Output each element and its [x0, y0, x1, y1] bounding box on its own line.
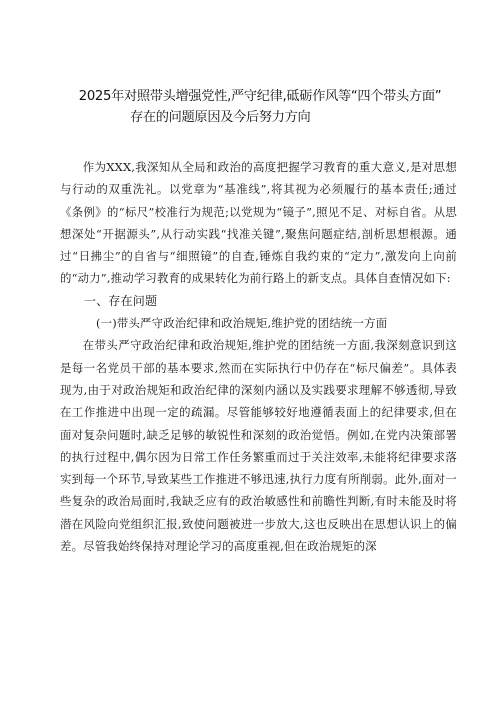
body-paragraph: 在带头严守政治纪律和政治规矩,维护党的团结统一方面,我深刻意识到这是每一名党员干部的基本要求,然而在实际执行中仍存在“标尺偏差”。具体表现为,由于对政治规矩和政治纪律的深刻内涵以及实践要求理解不够透彻,导致在工作推进中出现一定的疏漏。尽管能够较好地遵循表面上的纪律要求,但在面对复杂问题时,缺乏足够的敏锐性和深刻的政治觉悟。例如,在党内决策部署的执行过程中,偶尔因为日常工作任务繁重而过于关注效率,未能将纪律要求落实到每一个环节,导致某些工作推进不够迅速,执行力度有所削弱。此外,面对一些复杂的政治局面时,我缺乏应有的政治敏感性和前瞻性判断,有时未能及时将潜在风险向党组织汇报,致使问题被进一步放大,这也反映出在思想认识上的偏差。尽管我始终保持对理论学习的高度重视,但在政治规矩的深	[60, 338, 457, 554]
document-body	[60, 156, 457, 557]
document-title	[60, 86, 460, 128]
subsection-heading-political-discipline: (一)带头严守政治纪律和政治规矩,维护党的团结统一方面	[96, 316, 388, 331]
title-line-1: 2025年对照带头增强党性,严守纪律,砥砺作风等“四个带头方面”	[78, 89, 442, 104]
title-line-2: 存在的问题原因及今后努力方向	[130, 110, 311, 125]
section-heading-problems: 一、存在问题	[84, 293, 158, 308]
intro-paragraph: 作为XXX,我深知从全局和政治的高度把握学习教育的重大意义,是对思想与行动的双重洗礼。以党章为“基准线”,将其视为必须履行的基本责任;通过《条例》的“标尺”校准行为规范;以党规为“镜子”,照见不足、对标自省。从思想深处“开据源头”,从行动实践“找准关键”,聚焦问题症结,剖析思想根源。通过“日拂尘”的自省与“细照镜”的自查,锤炼自我约束的“定力”,激发向上向前的“动力”,推动学习教育的成果转化为前行路上的新支点。具体自查情况如下:	[60, 160, 457, 286]
